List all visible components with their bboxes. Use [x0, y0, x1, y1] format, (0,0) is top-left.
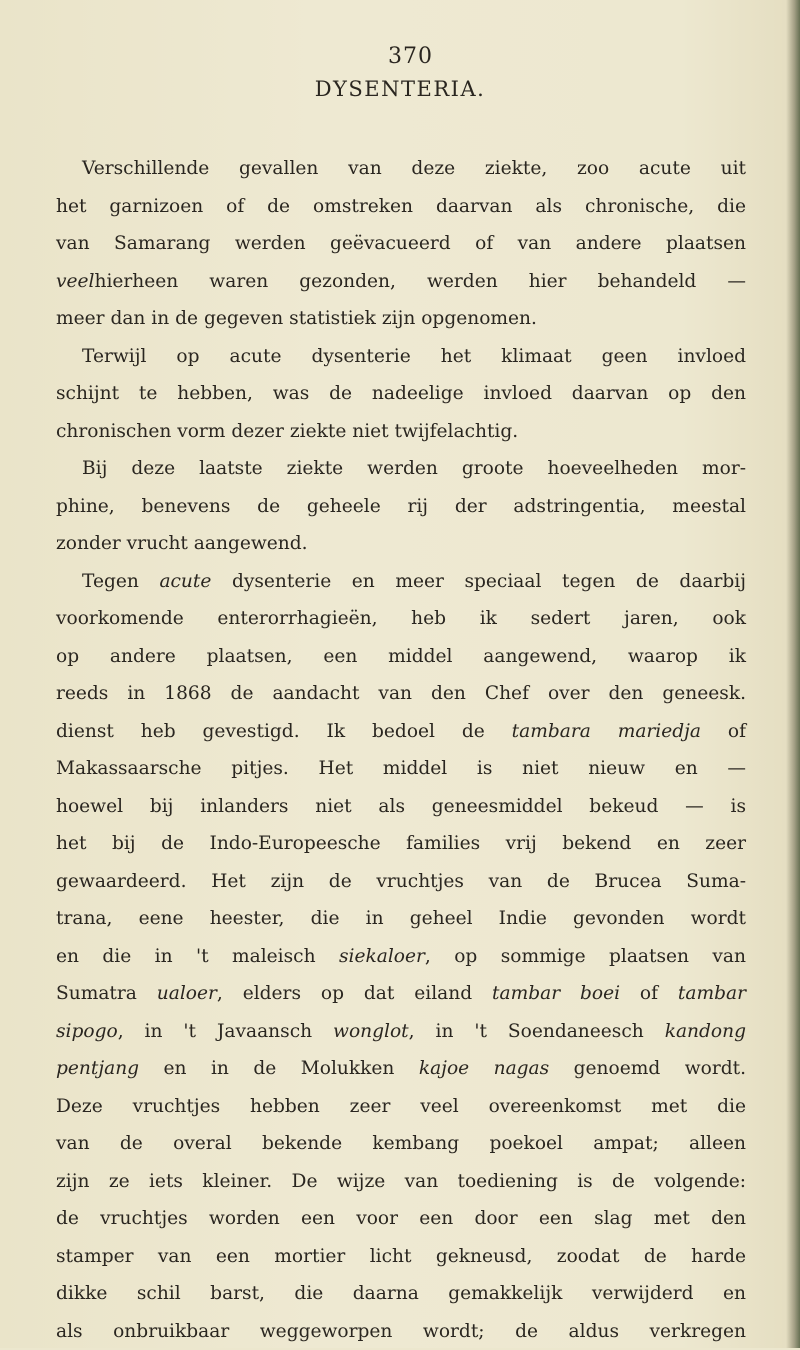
line-text: gewaardeerd. Het zijn de vruchtjes van de Brucea Suma- [56, 871, 746, 892]
text-line [56, 638, 746, 676]
line-text: het garnizoen of de omstreken daarvan als chronische, die [56, 196, 746, 217]
line-text: Verschillende gevallen van deze ziekte, zoo acute uit [82, 158, 746, 179]
text-line [56, 975, 746, 1013]
line-text: van de overal bekende kembang poekoel ampat; alleen [56, 1133, 746, 1154]
line-text: meer dan in de gegeven statistiek zijn opgenomen. [56, 308, 537, 329]
line-text: dysenterie en meer speciaal tegen de daarbij [211, 571, 746, 592]
text-line [56, 188, 746, 226]
line-text: Sumatra [56, 983, 157, 1004]
line-text: , in 't Javaansch [118, 1021, 333, 1042]
text-line [56, 900, 746, 938]
text-line [56, 413, 746, 451]
line-text: zonder vrucht aangewend. [56, 533, 308, 554]
text-line [56, 675, 746, 713]
line-text: van Samarang werden geëvacueerd of van andere plaatsen [56, 233, 746, 254]
text-line [56, 1200, 746, 1238]
text-line [56, 1275, 746, 1313]
text-line [56, 338, 746, 376]
italic-term: tambara mariedja [512, 721, 701, 742]
text-line [56, 150, 746, 188]
text-line [56, 1088, 746, 1126]
text-line [56, 713, 746, 751]
line-text: , in 't Soendaneesch [409, 1021, 665, 1042]
line-text: Makassaarsche pitjes. Het middel is niet nieuw en — [56, 758, 746, 779]
line-text: hierheen waren gezonden, werden hier behandeld — [94, 271, 746, 292]
text-line [56, 788, 746, 826]
line-text: of [701, 721, 746, 742]
line-text: zijn ze iets kleiner. De wijze van toediening is de volgende: [56, 1171, 746, 1192]
line-text: en in de Molukken [139, 1058, 419, 1079]
line-text: en die in 't maleisch [56, 946, 339, 967]
line-text: trana, eene heester, die in geheel Indie gevonden wordt [56, 908, 746, 929]
line-text: het bij de Indo-Europeesche families vrij bekend en zeer [56, 833, 746, 854]
line-text: dikke schil barst, die daarna gemakkelijk verwijderd en [56, 1283, 746, 1304]
text-line [56, 600, 746, 638]
line-text: phine, benevens de geheele rij der adstringentia, meestal [56, 496, 746, 517]
italic-term: wonglot [333, 1021, 409, 1042]
line-text: , elders op dat eiland [217, 983, 492, 1004]
text-line [56, 863, 746, 901]
text-line [56, 225, 746, 263]
text-line [56, 263, 746, 301]
running-header: DYSENTERIA. [0, 77, 800, 101]
text-line [56, 450, 746, 488]
text-line [56, 375, 746, 413]
line-text: chronischen vorm dezer ziekte niet twijfelachtig. [56, 421, 518, 442]
italic-term: pentjang [56, 1058, 139, 1079]
line-text: Deze vruchtjes hebben zeer veel overeenkomst met die [56, 1096, 746, 1117]
line-text: dienst heb gevestigd. Ik bedoel de [56, 721, 512, 742]
italic-term: kajoe nagas [419, 1058, 549, 1079]
line-text: schijnt te hebben, was de nadeelige invloed daarvan op den [56, 383, 746, 404]
line-text: of [620, 983, 678, 1004]
italic-term: kandong [665, 1021, 746, 1042]
italic-term: tambar boei [492, 983, 620, 1004]
text-line [56, 1013, 746, 1051]
line-text: de vruchtjes worden een voor een door een slag met den [56, 1208, 746, 1229]
text-line [56, 750, 746, 788]
page-number: 370 [388, 44, 433, 69]
italic-term: acute [159, 571, 211, 592]
line-text: reeds in 1868 de aandacht van den Chef over den geneesk. [56, 683, 746, 704]
text-line [56, 1238, 746, 1276]
text-line [56, 1313, 746, 1350]
text-line [56, 488, 746, 526]
line-text: , op sommige plaatsen van [425, 946, 746, 967]
text-line [56, 1125, 746, 1163]
line-text: voorkomende enterorrhagieën, heb ik sedert jaren, ook [56, 608, 746, 629]
line-text: genoemd wordt. [549, 1058, 746, 1079]
line-text: als onbruikbaar weggeworpen wordt; de aldus verkregen [56, 1321, 746, 1342]
text-line [56, 938, 746, 976]
line-text: op andere plaatsen, een middel aangewend, waarop ik [56, 646, 746, 667]
line-text: Tegen [82, 571, 159, 592]
line-text: Terwijl op acute dysenterie het klimaat geen invloed [82, 346, 746, 367]
body-text [56, 150, 746, 1350]
text-line [56, 1163, 746, 1201]
italic-term: veel [56, 271, 94, 292]
text-line [56, 825, 746, 863]
line-text: hoewel bij inlanders niet als geneesmiddel bekeud — is [56, 796, 746, 817]
italic-term: sipogo [56, 1021, 118, 1042]
text-line [56, 300, 746, 338]
page-edge-shadow [786, 0, 800, 1348]
italic-term: ualoer [157, 983, 217, 1004]
line-text: Bij deze laatste ziekte werden groote hoeveelheden mor- [82, 458, 746, 479]
text-line [56, 525, 746, 563]
text-line [56, 1050, 746, 1088]
line-text: stamper van een mortier licht gekneusd, zoodat de harde [56, 1246, 746, 1267]
italic-term: tambar [678, 983, 746, 1004]
italic-term: siekaloer [339, 946, 425, 967]
text-line [56, 563, 746, 601]
